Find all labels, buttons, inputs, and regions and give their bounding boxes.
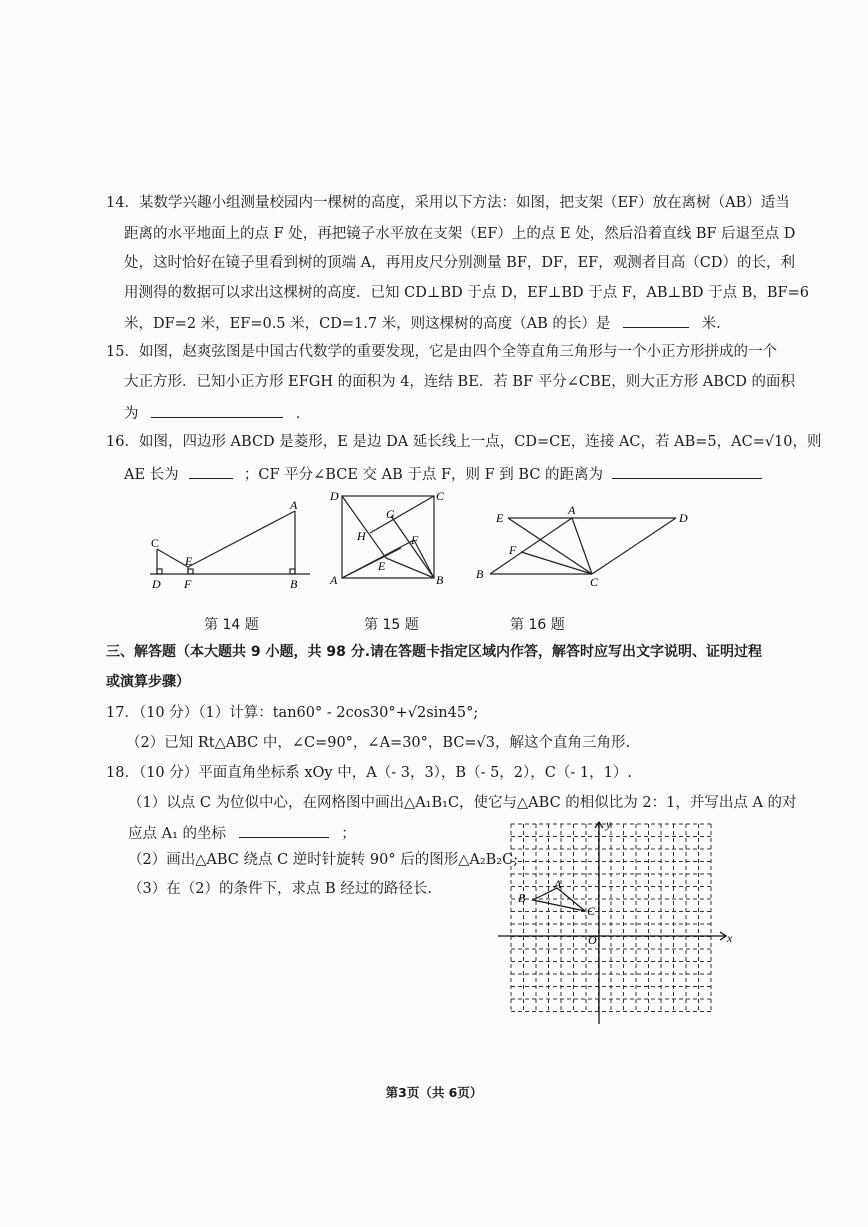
q17-line-2: （2）已知 Rt△ABC 中，∠C=90°，∠A=30°，BC=√3，解这个直角三角形. bbox=[126, 735, 631, 751]
q15-line-3-end: ． bbox=[295, 406, 311, 422]
q17-line-1: 17．（10 分）（1）计算：tan60° - 2cos30°+√2sin45°; bbox=[106, 705, 479, 721]
section-3-heading: 三、解答题（本大题共 9 小题，共 98 分.请在答题卡指定区域内作答，解答时应写出文字说明、证明过程 bbox=[106, 644, 763, 660]
fig16-label-e: E bbox=[496, 511, 504, 525]
grid-label-b: B bbox=[518, 891, 526, 905]
fig15-label-d: D bbox=[330, 489, 339, 503]
fig16-label-f: F bbox=[509, 543, 517, 557]
q14-line-1: 14．某数学兴趣小组测量校园内一棵树的高度，采用以下方法：如图，把支架（EF）放在离树（AB）适当 bbox=[106, 195, 790, 211]
q18-line-3-end: ； bbox=[341, 826, 356, 842]
fig14-label-c: C bbox=[151, 536, 160, 550]
figure-16 bbox=[468, 500, 700, 590]
fig16-label-a: A bbox=[568, 503, 576, 517]
fig16-label-b: B bbox=[476, 567, 484, 581]
q14-line-2: 距离的水平地面上的点 F 处，再把镜子水平放在支架（EF）上的点 E 处，然后沿着直线 BF 后退至点 D bbox=[124, 226, 796, 242]
q14-line-5 bbox=[124, 315, 731, 332]
q14-line-5-text: 米，DF=2 米，EF=0.5 米，CD=1.7 米，则这棵树的高度（AB 的长）是 bbox=[124, 316, 611, 332]
fig14-label-d: D bbox=[152, 577, 161, 591]
coordinate-grid bbox=[498, 816, 738, 1028]
fig15-label-b: B bbox=[436, 573, 444, 587]
figure-14 bbox=[140, 494, 320, 594]
q18-line-4: （2）画出△ABC 绕点 C 逆时针旋转 90° 后的图形△A₂B₂C; bbox=[128, 852, 519, 868]
q16-line-2-text: AE 长为 bbox=[124, 467, 179, 483]
fig16-label-d: D bbox=[679, 511, 688, 525]
q15-line-2: 大正方形．已知小正方形 EFGH 的面积为 4，连结 BE．若 BF 平分∠CBE，则大正方形 ABCD 的面积 bbox=[124, 374, 796, 390]
q18-line-3-text: 应点 A₁ 的坐标 bbox=[128, 826, 227, 842]
fig16-label-c: C bbox=[590, 575, 599, 589]
q14-line-5-unit: 米． bbox=[701, 316, 731, 332]
fig15-label-g: G bbox=[386, 507, 395, 521]
fig14-label-a: A bbox=[290, 498, 298, 512]
fig14-label-f: F bbox=[184, 577, 192, 591]
caption-q15: 第 15 题 bbox=[364, 617, 419, 633]
fig14-label-b: B bbox=[290, 577, 298, 591]
q15-line-1: 15．如图，赵爽弦图是中国古代数学的重要发现，它是由四个全等直角三角形与一个小正方形拼成的一个 bbox=[106, 344, 777, 360]
page-footer: 第3页（共 6页） bbox=[385, 1085, 483, 1100]
q16-line-2 bbox=[124, 466, 762, 483]
q18-line-5: （3）在（2）的条件下，求点 B 经过的路径长. bbox=[128, 881, 432, 897]
fig15-label-a: A bbox=[330, 573, 338, 587]
grid-label-x: x bbox=[727, 931, 733, 945]
q16-answer-blank-1[interactable] bbox=[189, 466, 233, 479]
q18-line-1: 18．（10 分）平面直角坐标系 xOy 中，A（- 3，3），B（- 5，2），C（- 1，1）. bbox=[106, 765, 632, 781]
fig15-label-f: F bbox=[411, 533, 419, 547]
q16-line-1: 16．如图，四边形 ABCD 是菱形，E 是边 DA 延长线上一点，CD=CE，连接 AC，若 AB=5，AC=√10，则 bbox=[106, 434, 822, 450]
q15-line-3-text: 为 bbox=[124, 406, 139, 422]
grid-label-y: y bbox=[606, 817, 612, 831]
q15-line-3 bbox=[124, 405, 310, 422]
fig15-label-h: H bbox=[357, 529, 366, 543]
grid-label-c: C bbox=[587, 904, 596, 918]
q18-answer-blank[interactable] bbox=[239, 825, 329, 838]
figure-15 bbox=[326, 488, 448, 588]
q14-line-4: 用测得的数据可以求出这棵树的高度．已知 CD⊥BD 于点 D，EF⊥BD 于点 F，AB⊥BD 于点 B，BF=6 bbox=[124, 285, 809, 301]
fig15-label-c: C bbox=[436, 489, 445, 503]
caption-q16: 第 16 题 bbox=[510, 617, 565, 633]
q14-line-3: 处，这时恰好在镜子里看到树的顶端 A，再用皮尺分别测量 BF，DF，EF，观测者目高（CD）的长，利 bbox=[124, 255, 795, 271]
q18-line-2: （1）以点 C 为位似中心，在网格图中画出△A₁B₁C，使它与△ABC 的相似比为 2：1，并写出点 A 的对 bbox=[128, 795, 797, 811]
q16-line-2-text-b: ；CF 平分∠BCE 交 AB 于点 F，则 F 到 BC 的距离为 bbox=[243, 467, 604, 483]
grid-label-o: O bbox=[588, 933, 597, 947]
q15-answer-blank[interactable] bbox=[151, 405, 283, 418]
q16-answer-blank-2[interactable] bbox=[612, 466, 762, 479]
section-3-heading-cont: 或演算步骤） bbox=[106, 674, 190, 690]
q18-line-3 bbox=[128, 825, 356, 842]
q14-answer-blank[interactable] bbox=[623, 315, 689, 328]
grid-label-a: A bbox=[554, 877, 562, 891]
fig14-label-e: E bbox=[185, 554, 193, 568]
fig15-label-e: E bbox=[378, 559, 386, 573]
caption-q14: 第 14 题 bbox=[204, 617, 259, 633]
